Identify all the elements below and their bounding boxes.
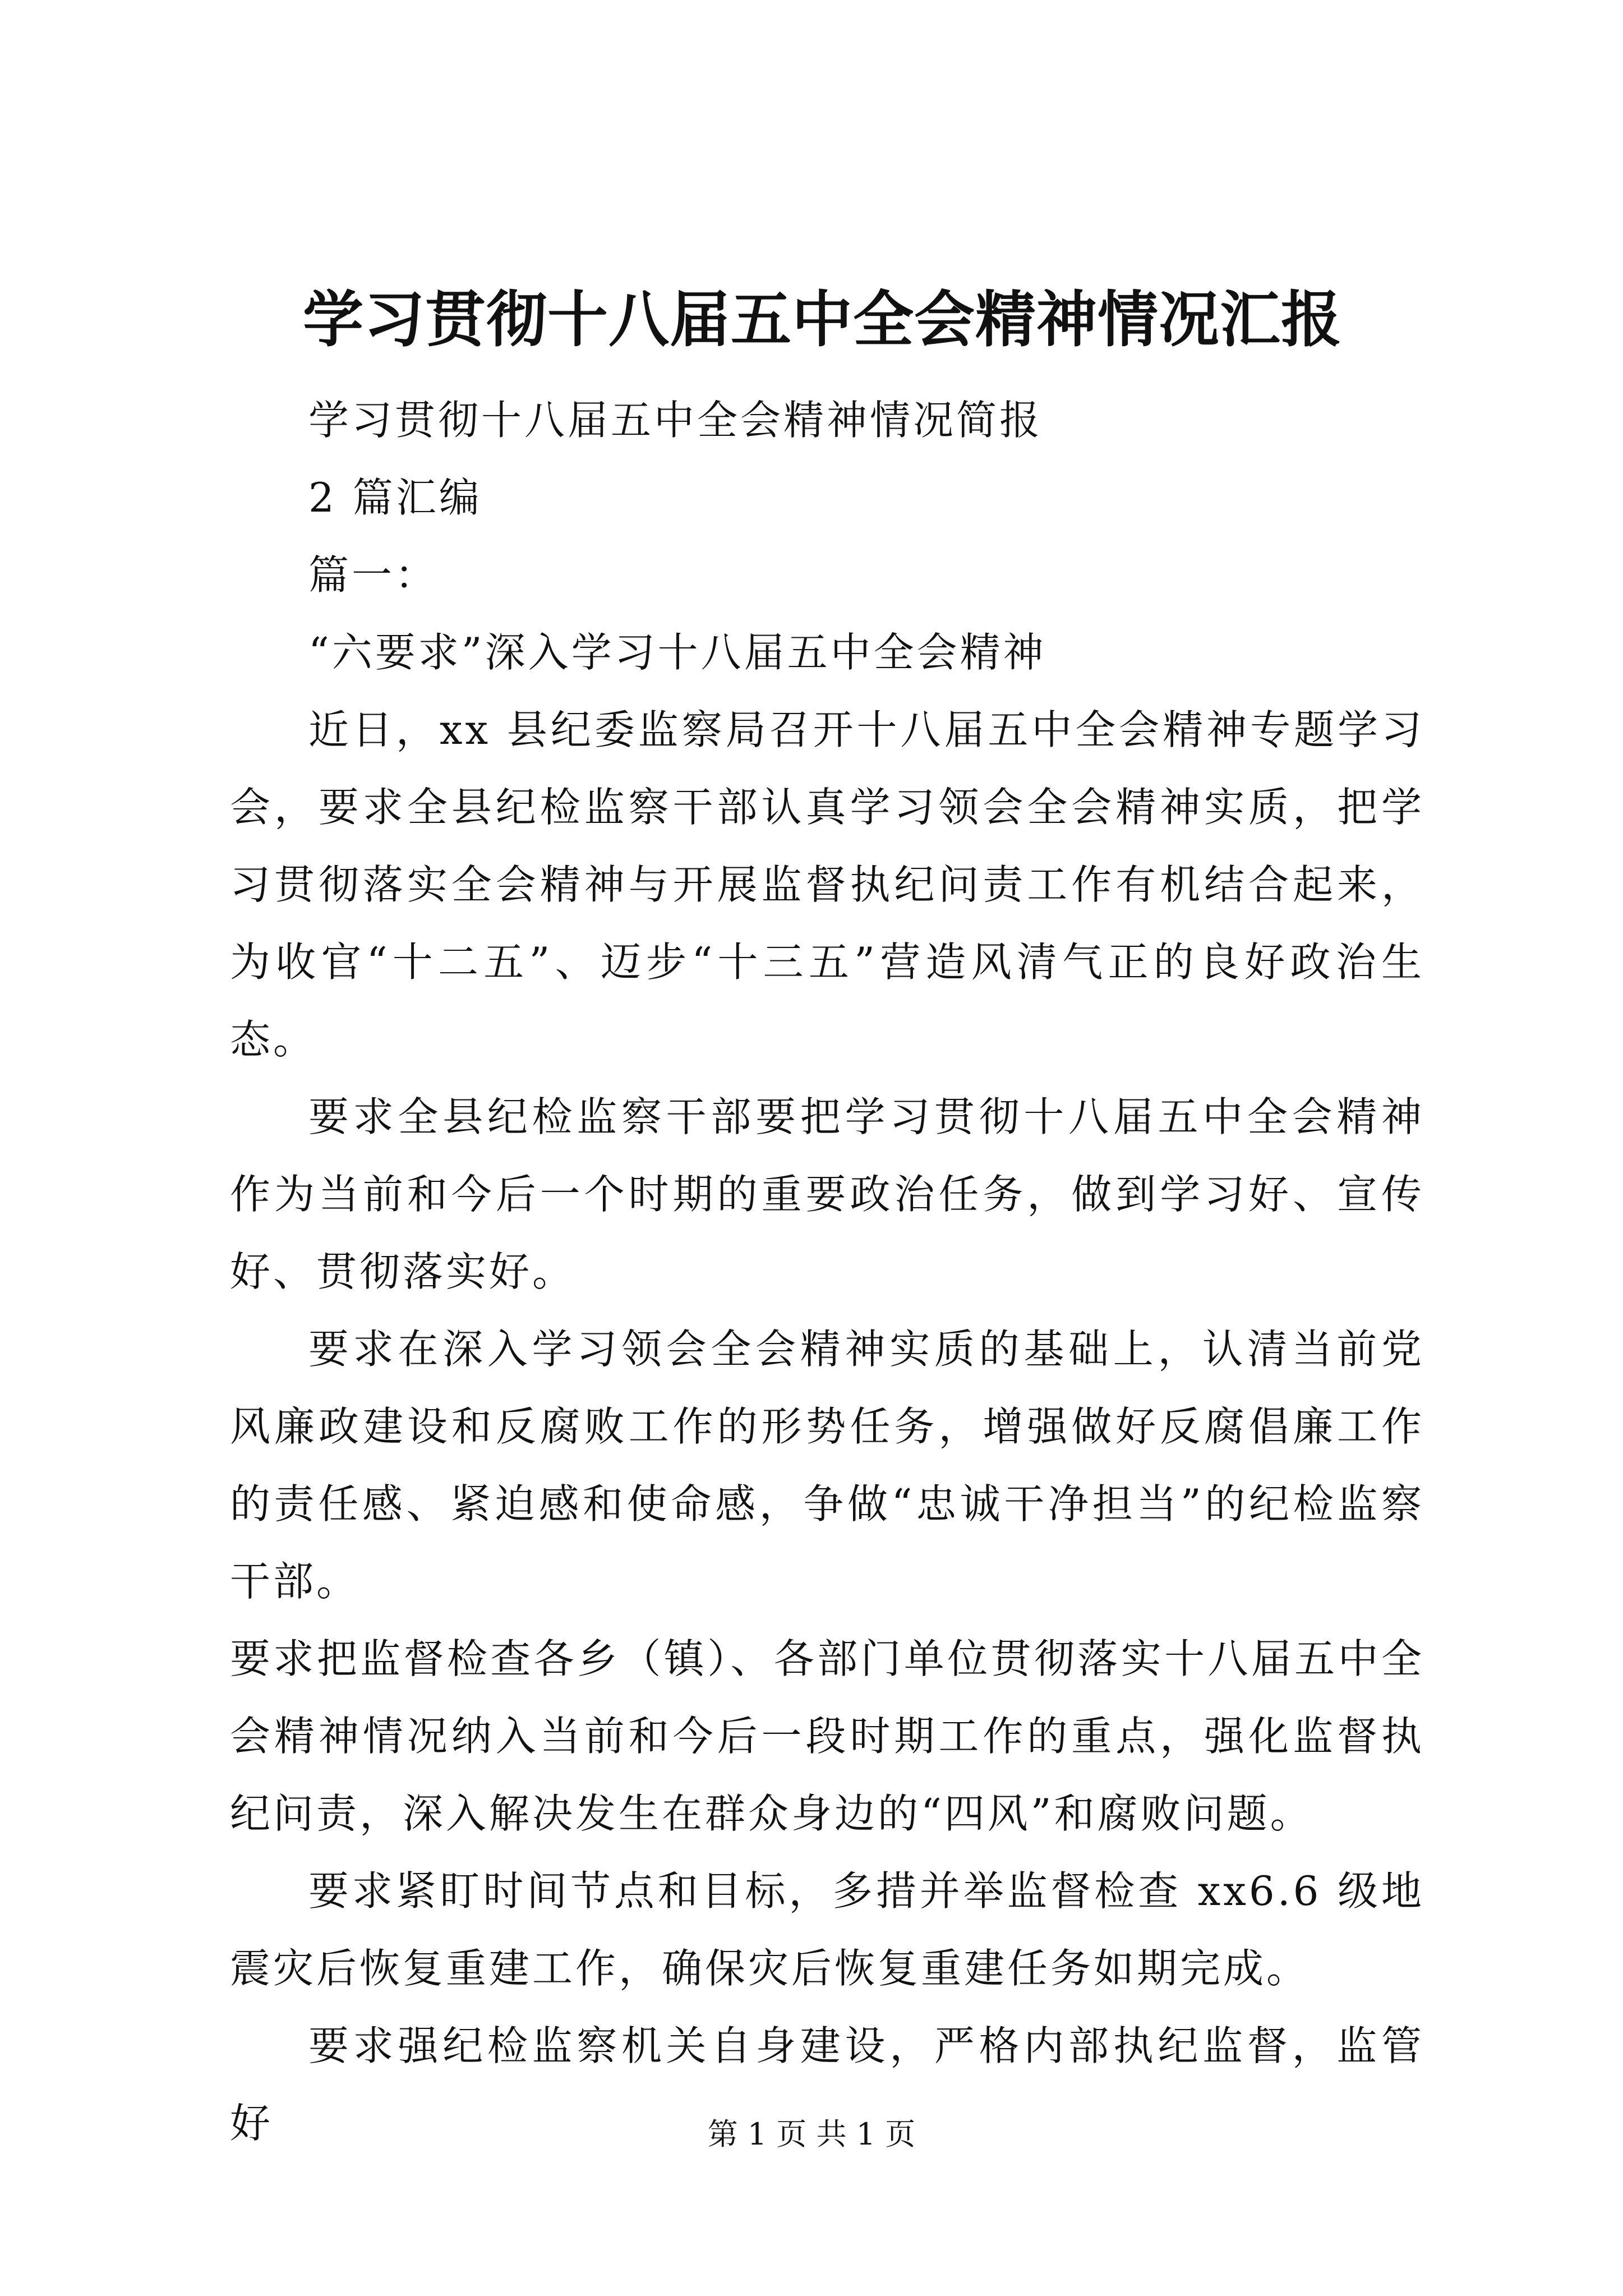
document-body bbox=[230, 381, 1424, 2162]
body-paragraph: 要求强纪检监察机关自身建设，严格内部执纪监督，监管好 bbox=[230, 2022, 1424, 2147]
body-paragraph: 要求全县纪检监察干部要把学习贯彻十八届五中全会精神作为当前和今后一个时期的重要政治任务，做到学习好、宣传好、贯彻落实好。 bbox=[230, 1093, 1424, 1295]
body-paragraph: 近日，xx 县纪委监察局召开十八届五中全会精神专题学习会，要求全县纪检监察干部认真学习领会全会精神实质，把学习贯彻落实全会精神与开展监督执纪问责工作有机结合起来，为收官“十二五”、迈步“十三五”营造风清气正的良好政治生态。 bbox=[230, 706, 1424, 1063]
body-paragraph: 要求把监督检查各乡（镇）、各部门单位贯彻落实十八届五中全会精神情况纳入当前和今后一段时期工作的重点，强化监督执纪问责，深入解决发生在群众身边的“四风”和腐败问题。 bbox=[230, 1635, 1424, 1837]
document-title: 学习贯彻十八届五中全会精神情况汇报 bbox=[303, 284, 1343, 355]
subtitle-paragraph: 学习贯彻十八届五中全会精神情况简报 bbox=[308, 397, 1043, 444]
article-heading: “六要求”深入学习十八届五中全会精神 bbox=[308, 629, 1046, 676]
body-paragraph: 要求紧盯时间节点和目标，多措并举监督检查 xx6.6 级地震灾后恢复重建工作，确保灾后恢复重建任务如期完成。 bbox=[230, 1867, 1424, 1992]
section-heading: 篇一： bbox=[308, 551, 439, 599]
body-paragraph: 要求在深入学习领会全会精神实质的基础上，认清当前党风廉政建设和反腐败工作的形势任务，增强做好反腐倡廉工作的责任感、紧迫感和使命感，争做“忠诚干净担当”的纪检监察干部。 bbox=[230, 1326, 1424, 1605]
compilation-note: 2 篇汇编 bbox=[308, 474, 482, 521]
page-footer: 第 1 页 共 1 页 bbox=[707, 2116, 916, 2152]
